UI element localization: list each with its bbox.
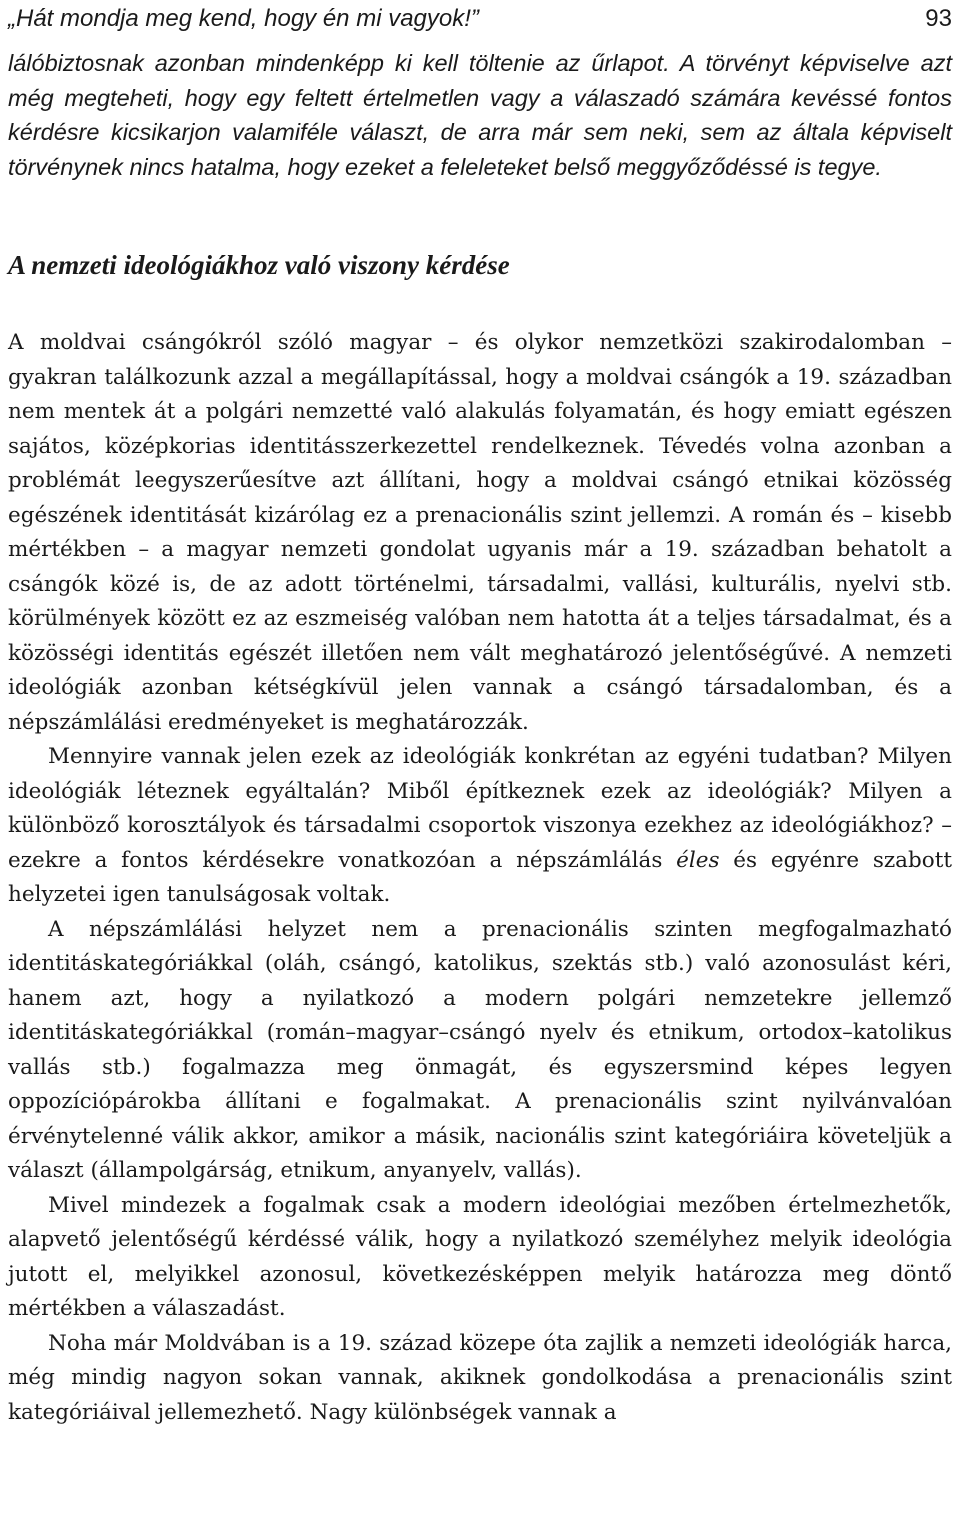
running-header bbox=[8, 0, 952, 38]
section-title: A nemzeti ideológiákhoz való viszony kérdése bbox=[8, 250, 510, 280]
paragraph-2-text-a: Mennyire vannak jelen ezek az ideológiák konkrétan az egyéni tudatban? Milyen ideológiák léteznek egyáltalán? Miből építkeznek ezek az ideológiák? Milyen a különböző korosztályok és társadalmi csoportok viszonya ezekhez az ideológiákhoz? – ezekre a fontos kérdésekre vonatkozóan a népszámlálás bbox=[8, 744, 952, 873]
paragraph-2-italic-term: éles bbox=[676, 847, 720, 873]
running-title: „Hát mondja meg kend, hogy én mi vagyok!” bbox=[8, 5, 479, 32]
paragraph-2-text-b: és egyénre szabott helyzetei igen tanulságosak voltak. bbox=[8, 847, 952, 907]
page-number: 93 bbox=[925, 5, 952, 32]
paragraph-2 bbox=[8, 740, 952, 913]
paragraph-1: A moldvai csángókról szóló magyar – és olykor nemzetközi szakirodalomban – gyakran találkozunk azzal a megállapítással, hogy a moldvai csángók a 19. században nem mentek át a polgári nemzetté való alakulás folyamatán, és hogy emiatt egészen sajátos, középkorias identitásszerkezettel rendelkeznek. Tévedés volna azonban a problémát leegyszerűesítve azt állítani, hogy a moldvai csángó etnikai közösség egészének identitását kizárólag ez a prenacionális szint jellemzi. A román és – kisebb mértékben – a magyar nemzeti gondolat ugyanis már a 19. században behatolt a csángók közé is, de az adott történelmi, társadalmi, vallási, kulturális, nyelvi stb. körülmények között ez az eszmeiség valóban nem hatotta át a teljes társadalmat, és a közösségi identitás egészét illetően nem vált meghatározó jelentőségűvé. A nemzeti ideológiák azonban kétségkívül jelen vannak a csángó társadalomban, és a népszámlálási eredményeket is meghatározzák. bbox=[8, 330, 952, 735]
continued-paragraph: lálóbiztosnak azonban mindenképp ki kell töltenie az űrlapot. A törvényt képviselve azt még megteheti, hogy egy feltett értelmetlen vagy a válaszadó számára kevéssé fontos kérdésre kicsikarjon valamiféle választ, de arra már sem neki, sem az általa képviselt törvénynek nincs hatalma, hogy ezeket a feleleteket belső meggyőződéssé is tegye. bbox=[8, 50, 952, 180]
paragraph-3: A népszámlálási helyzet nem a prenacionális szinten megfogalmazható identitáskategóriákkal (oláh, csángó, katolikus, szektás stb.) való azonosulást kéri, hanem azt, hogy a nyilatkozó a modern polgári nemzetekre jellemző identitáskategóriákkal (román–magyar–csángó nyelv és etnikum, ortodox–katolikus vallás stb.) fogalmazza meg önmagát, és egyszersmind képes legyen oppozíciópárokba állítani e fogalmakat. A prenacionális szint nyilvánvalóan érvénytelenné válik akkor, amikor a másik, nacionális szint kategóriáira követeljük a választ (állampolgárság, etnikum, anyanyelv, vallás). bbox=[8, 916, 952, 1183]
document-page bbox=[8, 0, 952, 1430]
paragraph-4: Mivel mindezek a fogalmak csak a modern ideológiai mezőben értelmezhetők, alapvető jelentőségű kérdéssé válik, hogy a nyilatkozó személyhez melyik ideológia jutott el, melyikkel azonosul, következésképpen melyik határozza meg döntő mértékben a válaszadást. bbox=[8, 1192, 952, 1321]
paragraph-5: Noha már Moldvában is a 19. század közepe óta zajlik a nemzeti ideológiák harca, még mindig nagyon sokan vannak, akiknek gondolkodása a prenacionális szint kategóriáival jellemezhető. Nagy különbségek vannak a bbox=[8, 1330, 952, 1425]
